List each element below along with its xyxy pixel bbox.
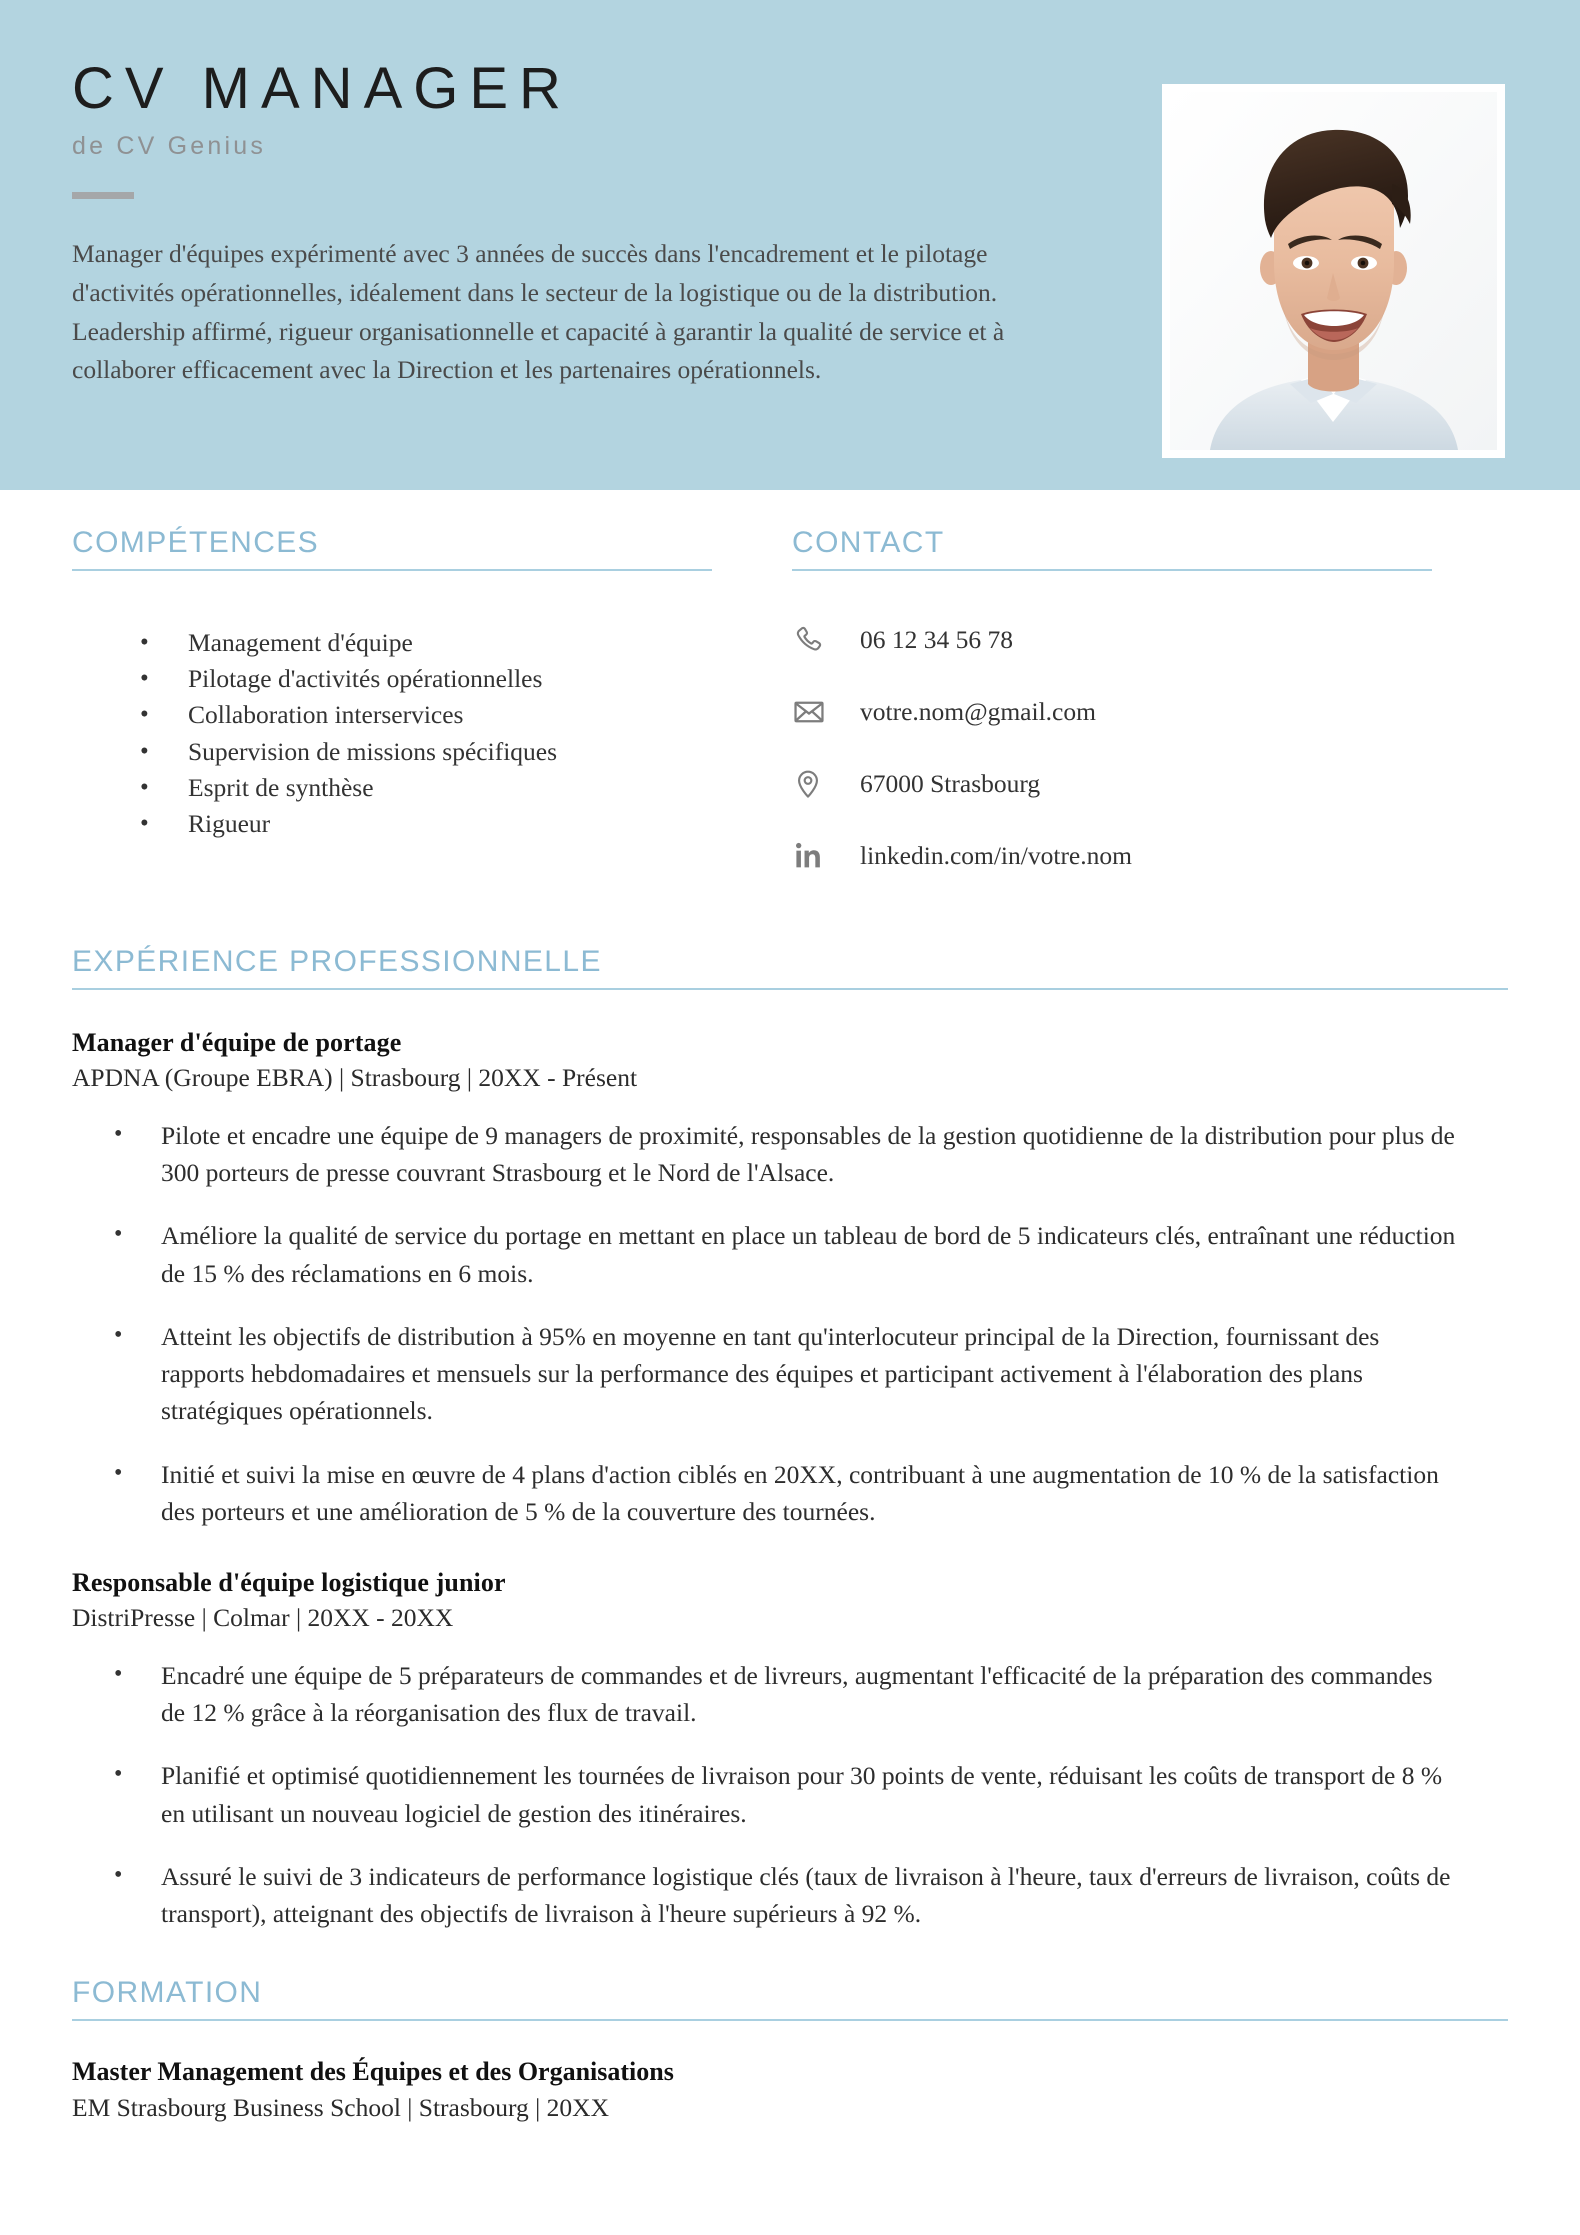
portrait-illustration [1170,92,1497,450]
location-pin-icon [792,768,838,800]
skills-section [72,526,712,897]
list-item [114,1217,1508,1291]
experience-entry [72,1028,1508,1530]
list-item [114,1657,1508,1731]
linkedin-icon [792,840,838,872]
degree-title: Master Management des Équipes et des Organisations [72,2057,674,2087]
list-item [114,1757,1508,1831]
education-section [72,1976,1508,2123]
list-item [114,1858,1508,1932]
page-subtitle: de CV Genius [72,132,267,160]
bullet-glyph: • [140,701,149,729]
list-item [114,1117,1508,1191]
contact-value-phone: 06 12 34 56 78 [860,625,1013,654]
list-item [140,734,712,770]
bullet-glyph: • [140,665,149,693]
professional-summary: Manager d'équipes expérimenté avec 3 années de succès dans l'encadrement et le pilotage d'activités opérationnelles, idéalement dans le secteur de la logistique ou de la distribution. Leadership affirmé, rigueur organisationnelle et capacité à garantir la qualité de service et à collaborer efficacement avec la Direction et les partenaires opérationnels. [72,239,1005,385]
header-text-block [0,56,1110,390]
list-item [140,770,712,806]
phone-icon [792,624,838,656]
envelope-icon [792,695,838,729]
bullet-glyph: • [140,737,149,765]
bullet-text: Pilote et encadre une équipe de 9 managers de proximité, responsables de la gestion quotidienne de la distribution pour plus de 300 porteurs de presse couvrant Strasbourg et le Nord de l'Alsace. [161,1121,1455,1188]
header-divider [72,192,134,199]
bullet-text: Initié et suivi la mise en œuvre de 4 plans d'action ciblés en 20XX, contribuant à une augmentation de 10 % de la satisfaction des porteurs et une amélioration de 5 % de la couverture des tournées. [161,1459,1439,1526]
list-item [140,661,712,697]
page-title: CV MANAGER [72,56,572,121]
contact-value-email: votre.nom@gmail.com [860,697,1096,726]
list-item [114,1318,1508,1430]
list-item [140,625,712,661]
skills-heading: COMPÉTENCES [72,526,320,559]
bullet-text: Assuré le suivi de 3 indicateurs de performance logistique clés (taux de livraison à l'heure, taux d'erreurs de livraison, coûts de transport), atteignant des objectifs de livraison à l'heure supérieurs à 92 %. [161,1861,1451,1929]
bullet-glyph: • [114,1861,123,1888]
skills-contact-row [72,526,1508,897]
portrait-photo [1170,92,1497,450]
list-item [140,697,712,733]
bullet-glyph: • [114,1459,123,1486]
job-title: Manager d'équipe de portage [72,1028,402,1057]
bullet-glyph: • [140,629,149,656]
job-title: Responsable d'équipe logistique junior [72,1567,506,1597]
job-meta: APDNA (Groupe EBRA) | Strasbourg | 20XX - Présent [72,1063,638,1092]
bullet-glyph: • [114,1660,123,1687]
contact-item-phone[interactable] [792,609,1432,671]
skill-label: Esprit de synthèse [188,772,374,802]
bullet-text: Planifié et optimisé quotidiennement les tournées de livraison pour 30 points de vente, réduisant les coûts de transport de 8 % en utilisant un nouveau logiciel de gestion des itinéraires. [161,1761,1443,1828]
skills-list [72,625,712,842]
bullet-glyph: • [140,773,149,801]
education-heading-rule [72,2019,1508,2021]
job-meta: DistriPresse | Colmar | 20XX - 20XX [72,1602,454,1632]
contact-item-linkedin[interactable] [792,825,1432,887]
list-item [114,1456,1508,1530]
contact-section [792,526,1432,897]
contact-value-location: 67000 Strasbourg [860,769,1041,798]
skill-label: Management d'équipe [188,628,413,657]
job-bullet-list [72,1657,1508,1932]
bullet-glyph: • [114,1321,123,1348]
bullet-glyph: • [114,1121,123,1147]
skill-label: Supervision de missions spécifiques [188,736,558,766]
skill-label: Rigueur [188,809,271,839]
contact-list [792,609,1432,887]
job-bullet-list [72,1117,1508,1530]
skills-heading-rule [72,569,712,571]
bullet-text: Atteint les objectifs de distribution à 95% en moyenne en tant qu'interlocuteur principal de la Direction, fournissant des rapports hebdomadaires et mensuels sur la performance des équipes et participant activement à l'élaboration des plans stratégiques opérationnels. [161,1321,1380,1426]
bullet-glyph: • [140,810,149,838]
bullet-text: Encadré une équipe de 5 préparateurs de commandes et de livreurs, augmentant l'efficacité de la préparation des commandes de 12 % grâce à la réorganisation des flux de travail. [161,1660,1433,1728]
experience-heading: EXPÉRIENCE PROFESSIONNELLE [72,945,602,978]
contact-heading: CONTACT [792,526,945,559]
bullet-glyph: • [114,1221,123,1248]
bullet-glyph: • [114,1761,123,1788]
skill-label: Collaboration interservices [188,700,464,730]
experience-entry [72,1568,1508,1932]
list-item [140,806,712,842]
skill-label: Pilotage d'activités opérationnelles [188,664,543,694]
bullet-text: Améliore la qualité de service du portage en mettant en place un tableau de bord de 5 indicateurs clés, entraînant une réduction de 15 % des réclamations en 6 mois. [161,1221,1456,1288]
degree-meta: EM Strasbourg Business School | Strasbourg | 20XX [72,2093,609,2123]
education-entry [72,2057,1508,2123]
education-heading: FORMATION [72,1976,263,2010]
experience-section [72,945,1508,1932]
experience-heading-rule [72,988,1508,990]
contact-heading-rule [792,569,1432,571]
avatar [1162,84,1505,458]
cv-body [0,526,1580,2123]
contact-item-email[interactable] [792,681,1432,743]
cv-header [0,0,1580,490]
contact-value-linkedin: linkedin.com/in/votre.nom [860,841,1132,870]
contact-item-location[interactable] [792,753,1432,815]
